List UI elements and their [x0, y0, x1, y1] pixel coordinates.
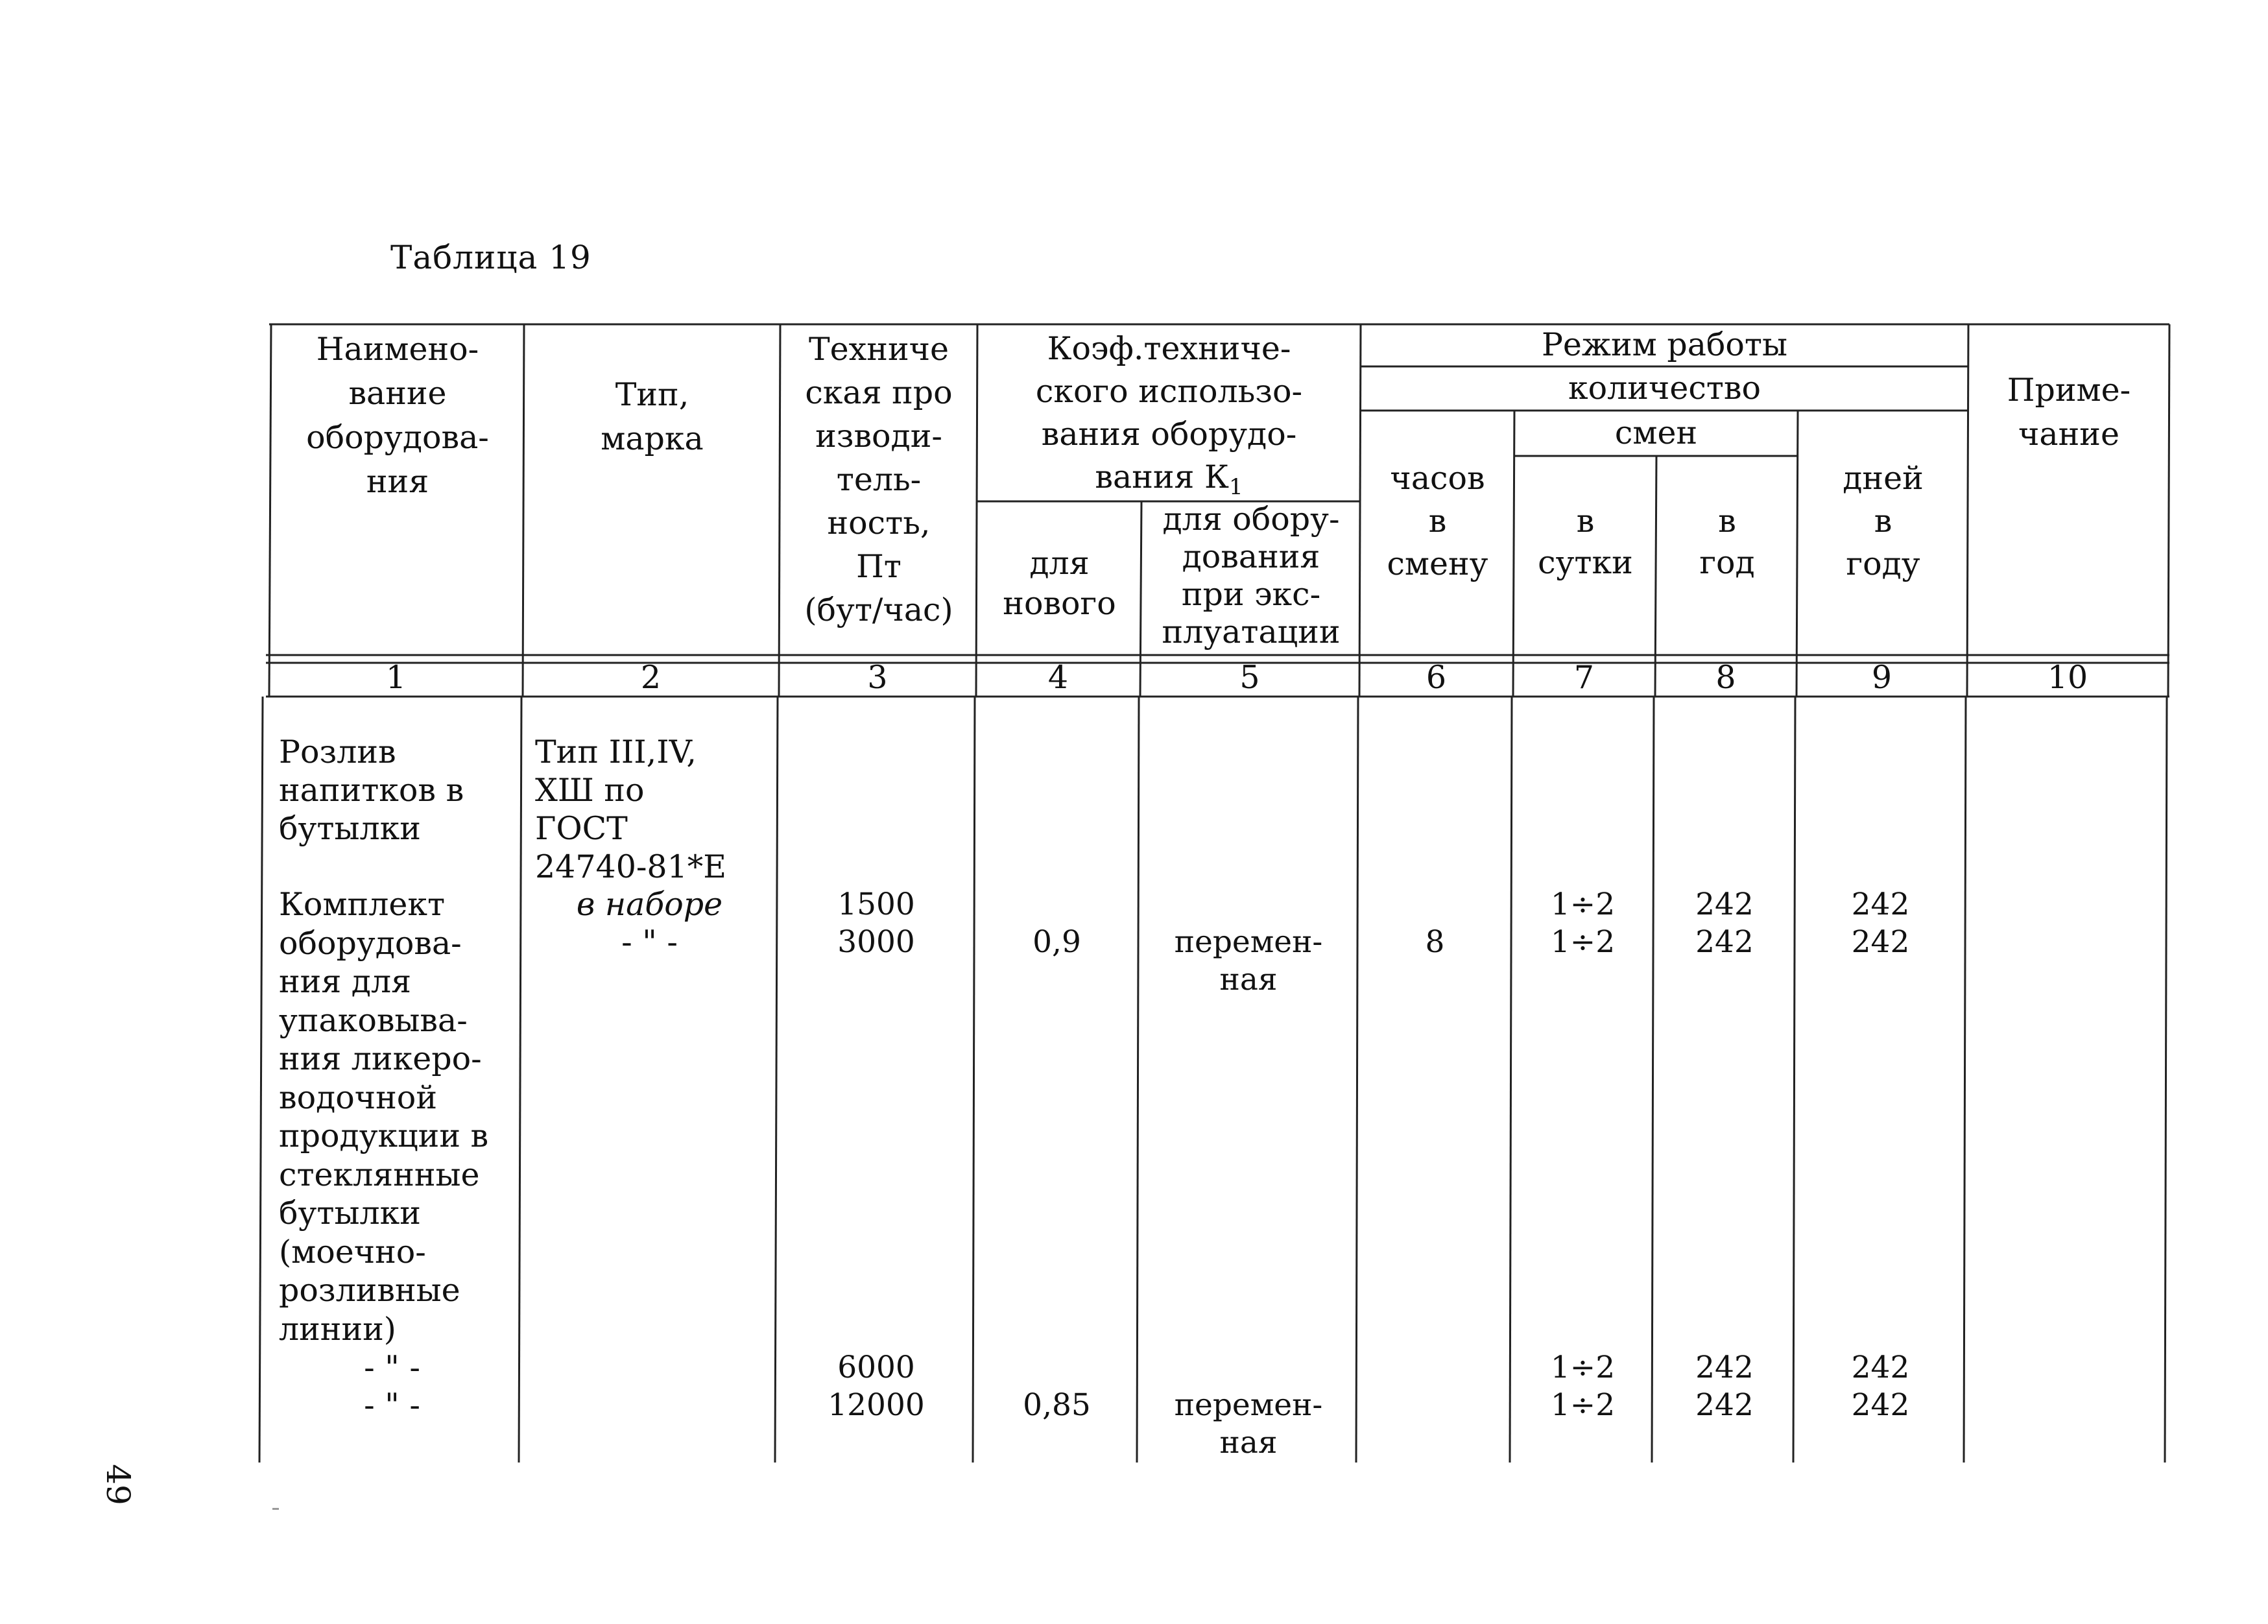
column-number: 2: [640, 659, 662, 696]
header-equipment-name: Наимено- вание оборудова- ния: [306, 331, 489, 500]
header-quantity: количество: [1568, 370, 1761, 407]
column-number: 10: [2047, 659, 2088, 696]
shifts-per-day-value: 1÷2: [1550, 924, 1616, 960]
coefficient-operation-value: перемен- ная: [1174, 924, 1323, 997]
header-coefficient-new: для нового: [1003, 545, 1116, 622]
coefficient-new-value: 0,85: [1023, 1387, 1091, 1423]
shifts-per-day-value: 1÷2: [1550, 1387, 1616, 1423]
header-technical-performance: Техниче ская про изводи- тель- ность, Пт (бут/час): [804, 331, 953, 628]
header-shifts: смен: [1614, 414, 1698, 451]
equipment-type: Тип III,IV, ХШ по ГОСТ 24740-81*Е: [535, 734, 727, 885]
column-number: 6: [1426, 659, 1447, 696]
page-number: 49: [99, 1464, 137, 1505]
header-note: Приме- чание: [2007, 372, 2131, 453]
ditto-mark: - " -: [364, 1349, 420, 1386]
days-per-year-value: 242: [1851, 1350, 1910, 1385]
equipment-name-bottling: Розлив напитков в бутылки: [279, 734, 464, 847]
shifts-per-day-value: 1÷2: [1550, 887, 1616, 922]
shifts-per-day-value: 1÷2: [1550, 1350, 1616, 1385]
column-number: 7: [1573, 659, 1595, 696]
shifts-per-year-value: 242: [1695, 924, 1754, 960]
performance-value: 6000: [837, 1350, 915, 1385]
performance-value: 3000: [837, 924, 915, 960]
column-number: 3: [867, 659, 888, 696]
column-number: 1: [385, 659, 407, 696]
performance-value: 1500: [837, 887, 915, 922]
header-type-brand: Тип, марка: [601, 376, 704, 457]
header-shifts-per-year: в год: [1699, 503, 1755, 581]
days-per-year-value: 242: [1851, 924, 1910, 960]
equipment-type-set: в наборе: [576, 886, 723, 923]
header-days-per-year: дней в году: [1843, 460, 1924, 582]
ditto-mark: - " -: [621, 924, 678, 961]
header-work-mode: Режим работы: [1541, 326, 1788, 363]
days-per-year-value: 242: [1851, 887, 1910, 922]
coefficient-operation-value: перемен- ная: [1174, 1387, 1323, 1461]
equipment-name-complex: Комплект оборудова- ния для упаковыва- ния ликеро- водочной продукции в стеклянные бутылки (моечно- розливные линии): [279, 886, 489, 1348]
column-number: 9: [1871, 659, 1892, 696]
performance-value: 12000: [828, 1387, 925, 1423]
coefficient-new-value: 0,9: [1033, 924, 1081, 960]
table-caption: Таблица 19: [390, 239, 591, 276]
header-hours-per-shift: часов в смену: [1387, 460, 1488, 582]
header-coefficient-operation: для обору- дования при экс- плуатации: [1162, 501, 1341, 651]
hours-per-shift-value: 8: [1425, 924, 1445, 960]
shifts-per-year-value: 242: [1695, 1387, 1754, 1423]
days-per-year-value: 242: [1851, 1387, 1910, 1423]
column-number: 4: [1047, 659, 1069, 696]
shifts-per-year-value: 242: [1695, 887, 1754, 922]
column-number: 8: [1715, 659, 1736, 696]
header-utilization-coefficient: Коэф.техниче- ского использо- вания оборудо- вания $К_1$: [1035, 330, 1303, 500]
column-number: 5: [1239, 659, 1260, 696]
shifts-per-year-value: 242: [1695, 1350, 1754, 1385]
ditto-mark: - " -: [364, 1387, 420, 1424]
header-shifts-per-day: в сутки: [1538, 503, 1633, 581]
